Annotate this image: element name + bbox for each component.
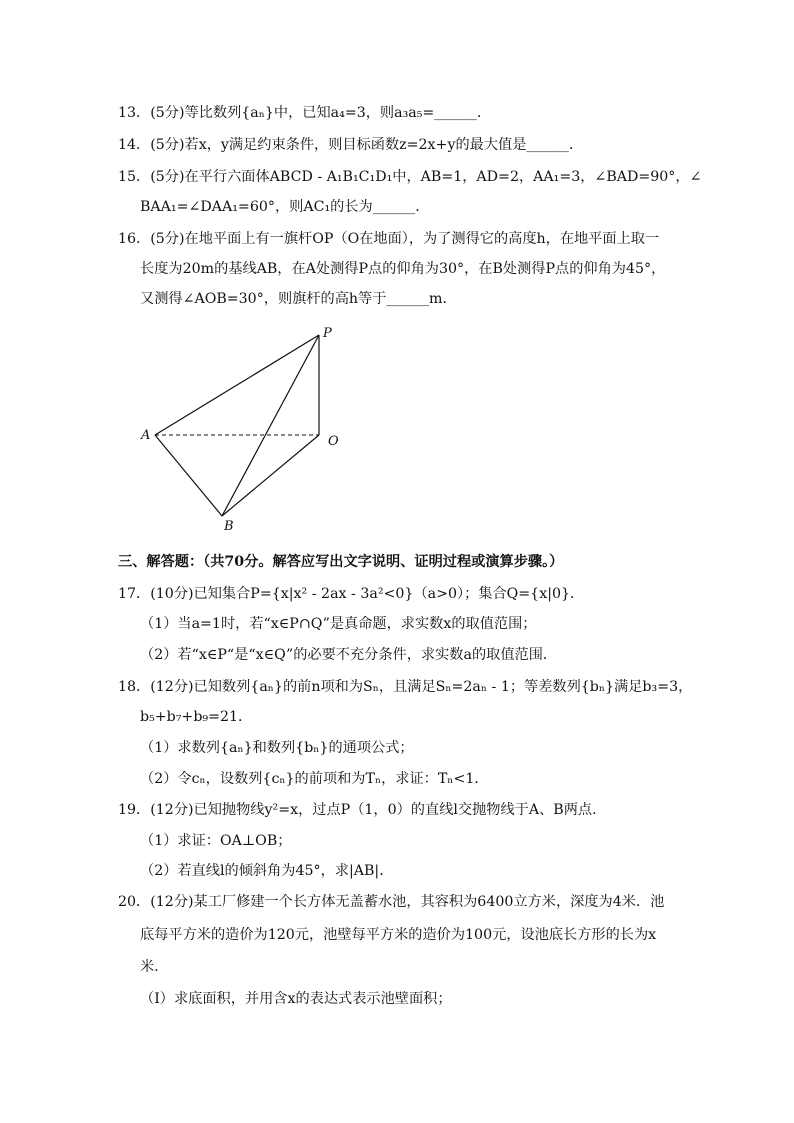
problem-16-line3: 又测得∠AOB=30°，则旗杆的高h等于______m．	[140, 291, 457, 307]
q20-stem-line3: 米．	[140, 959, 169, 975]
label-o: O	[328, 434, 339, 449]
edge-pa	[155, 335, 319, 435]
q17-part1: （1）当a=1时，若“x∈P∩Q”是真命题，求实数x的取值范围；	[140, 616, 537, 632]
edge-bo	[222, 435, 319, 516]
section-3-heading: 三、解答题：（共70分。解答应写出文字说明、证明过程或演算步骤。）	[118, 554, 564, 570]
label-p: P	[323, 326, 332, 341]
edge-ab	[155, 435, 222, 516]
q20-stem-line1: 20．(12分)某工厂修建一个长方体无盖蓄水池，其容积为6400立方米，深度为4米．池	[118, 894, 665, 910]
problem-16-line1: 16．(5分)在地平面上有一旗杆OP（O在地面），为了测得它的高度h，在地平面上取一	[118, 231, 660, 247]
q19-part1: （1）求证：OA⊥OB；	[140, 833, 292, 849]
label-b: B	[224, 519, 234, 534]
q18-stem-line1: 18．(12分)已知数列{aₙ}的前n项和为Sₙ，且满足Sₙ=2aₙ - 1；等差数列{bₙ}满足b₃=3，	[118, 679, 693, 695]
q18-part2: （2）令cₙ，设数列{cₙ}的前项和为Tₙ，求证：Tₙ<1．	[140, 771, 489, 787]
q17-part2: （2）若“x∈P“是“x∈Q”的必要不充分条件，求实数a的取值范围．	[140, 647, 558, 663]
edge-pb	[222, 335, 319, 516]
problem-14: 14．(5分)若x，y满足约束条件，则目标函数z=2x+y的最大值是______．	[118, 137, 584, 153]
q18-stem-line2: b₅+b₇+b₉=21．	[140, 709, 253, 725]
problem-13: 13．(5分)等比数列{aₙ}中，已知a₄=3，则a₃a₅=______．	[118, 105, 492, 121]
q20-part1: （Ⅰ）求底面积，并用含x的表达式表示池壁面积；	[140, 991, 452, 1007]
label-a: A	[141, 428, 151, 443]
q19-stem: 19．(12分)已知抛物线y²=x，过点P（1，0）的直线l交抛物线于A、B两点．	[118, 802, 607, 818]
q18-part1: （1）求数列{aₙ}和数列{bₙ}的通项公式；	[140, 740, 414, 756]
flagpole-figure	[130, 322, 360, 537]
problem-16-line2: 长度为20m的基线AB，在A处测得P点的仰角为30°，在B处测得P点的仰角为45°，	[140, 261, 666, 277]
q19-part2: （2）若直线l的倾斜角为45°，求|AB|．	[140, 863, 394, 879]
q17-stem: 17．(10分)已知集合P={x|x² - 2ax - 3a²<0}（a>0）；集合Q={x|0}．	[118, 586, 585, 602]
problem-15-line1: 15．(5分)在平行六面体ABCD - A₁B₁C₁D₁中，AB=1，AD=2，AA₁=3，∠BAD=90°，∠	[118, 169, 702, 185]
problem-15-line2: BAA₁=∠DAA₁=60°，则AC₁的长为______．	[140, 199, 430, 215]
q20-stem-line2: 底每平方米的造价为120元，池壁每平方米的造价为100元，设池底长方形的长为x	[140, 927, 657, 943]
